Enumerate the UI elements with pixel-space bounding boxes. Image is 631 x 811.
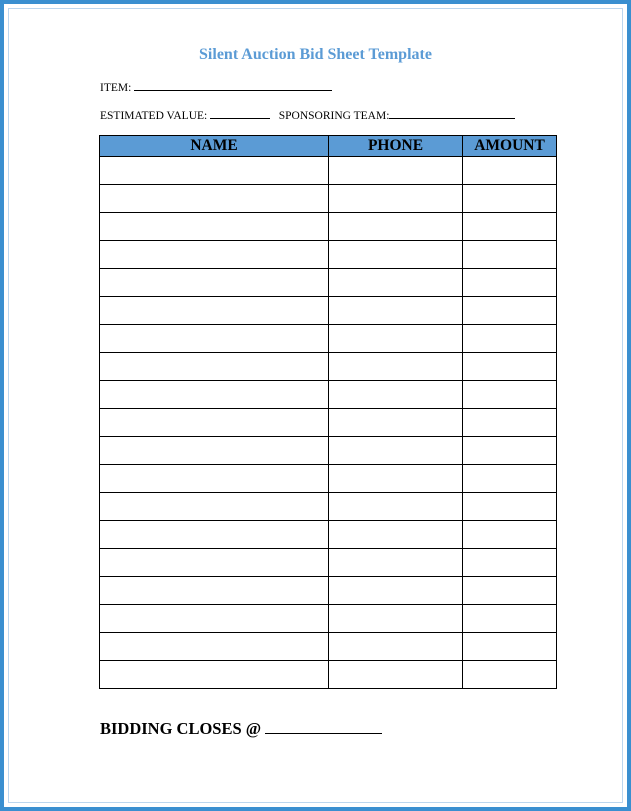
bidding-closes-blank[interactable] xyxy=(265,718,382,734)
sponsoring-team-blank[interactable] xyxy=(389,107,515,119)
table-row xyxy=(100,521,557,549)
amount-cell[interactable] xyxy=(463,605,557,633)
table-row xyxy=(100,185,557,213)
amount-cell[interactable] xyxy=(463,465,557,493)
column-header-name: NAME xyxy=(100,136,329,157)
name-cell[interactable] xyxy=(100,577,329,605)
table-row xyxy=(100,353,557,381)
name-cell[interactable] xyxy=(100,157,329,185)
bidding-closes xyxy=(100,718,382,739)
bid-table xyxy=(99,135,557,689)
bid-table-header xyxy=(100,136,557,157)
table-row xyxy=(100,241,557,269)
amount-cell[interactable] xyxy=(463,521,557,549)
table-row xyxy=(100,493,557,521)
phone-cell[interactable] xyxy=(329,493,463,521)
amount-cell[interactable] xyxy=(463,493,557,521)
item-label: ITEM: xyxy=(100,82,132,94)
phone-cell[interactable] xyxy=(329,409,463,437)
phone-cell[interactable] xyxy=(329,521,463,549)
phone-cell[interactable] xyxy=(329,605,463,633)
meta-field-row xyxy=(100,107,515,122)
amount-cell[interactable] xyxy=(463,241,557,269)
phone-cell[interactable] xyxy=(329,381,463,409)
name-cell[interactable] xyxy=(100,353,329,381)
table-row xyxy=(100,605,557,633)
phone-cell[interactable] xyxy=(329,157,463,185)
phone-cell[interactable] xyxy=(329,577,463,605)
amount-cell[interactable] xyxy=(463,577,557,605)
table-row xyxy=(100,549,557,577)
amount-cell[interactable] xyxy=(463,297,557,325)
phone-cell[interactable] xyxy=(329,437,463,465)
phone-cell[interactable] xyxy=(329,213,463,241)
table-row xyxy=(100,213,557,241)
amount-cell[interactable] xyxy=(463,157,557,185)
name-cell[interactable] xyxy=(100,465,329,493)
phone-cell[interactable] xyxy=(329,269,463,297)
amount-cell[interactable] xyxy=(463,633,557,661)
estimated-value-blank[interactable] xyxy=(210,107,270,119)
table-row xyxy=(100,633,557,661)
name-cell[interactable] xyxy=(100,549,329,577)
amount-cell[interactable] xyxy=(463,409,557,437)
table-row xyxy=(100,465,557,493)
amount-cell[interactable] xyxy=(463,213,557,241)
name-cell[interactable] xyxy=(100,661,329,689)
name-cell[interactable] xyxy=(100,437,329,465)
item-blank[interactable] xyxy=(134,79,332,91)
bid-table-body xyxy=(100,157,557,689)
amount-cell[interactable] xyxy=(463,437,557,465)
table-row xyxy=(100,297,557,325)
table-row xyxy=(100,661,557,689)
estimated-value-label: ESTIMATED VALUE: xyxy=(100,110,208,122)
name-cell[interactable] xyxy=(100,409,329,437)
name-cell[interactable] xyxy=(100,269,329,297)
name-cell[interactable] xyxy=(100,325,329,353)
bidding-closes-label: BIDDING CLOSES @ xyxy=(100,719,262,738)
table-row xyxy=(100,269,557,297)
amount-cell[interactable] xyxy=(463,269,557,297)
name-cell[interactable] xyxy=(100,381,329,409)
phone-cell[interactable] xyxy=(329,185,463,213)
item-field xyxy=(100,79,332,94)
phone-cell[interactable] xyxy=(329,325,463,353)
name-cell[interactable] xyxy=(100,241,329,269)
phone-cell[interactable] xyxy=(329,549,463,577)
name-cell[interactable] xyxy=(100,605,329,633)
table-row xyxy=(100,381,557,409)
amount-cell[interactable] xyxy=(463,661,557,689)
table-row xyxy=(100,325,557,353)
phone-cell[interactable] xyxy=(329,241,463,269)
document-title: Silent Auction Bid Sheet Template xyxy=(199,46,432,63)
phone-cell[interactable] xyxy=(329,633,463,661)
name-cell[interactable] xyxy=(100,213,329,241)
column-header-amount: AMOUNT xyxy=(463,136,557,157)
name-cell[interactable] xyxy=(100,633,329,661)
amount-cell[interactable] xyxy=(463,549,557,577)
name-cell[interactable] xyxy=(100,521,329,549)
table-row xyxy=(100,577,557,605)
amount-cell[interactable] xyxy=(463,381,557,409)
column-header-phone: PHONE xyxy=(329,136,463,157)
table-row xyxy=(100,409,557,437)
name-cell[interactable] xyxy=(100,297,329,325)
name-cell[interactable] xyxy=(100,493,329,521)
phone-cell[interactable] xyxy=(329,297,463,325)
phone-cell[interactable] xyxy=(329,353,463,381)
phone-cell[interactable] xyxy=(329,661,463,689)
amount-cell[interactable] xyxy=(463,353,557,381)
table-row xyxy=(100,437,557,465)
amount-cell[interactable] xyxy=(463,185,557,213)
sponsoring-team-label: SPONSORING TEAM: xyxy=(278,110,390,122)
name-cell[interactable] xyxy=(100,185,329,213)
phone-cell[interactable] xyxy=(329,465,463,493)
table-row xyxy=(100,157,557,185)
amount-cell[interactable] xyxy=(463,325,557,353)
